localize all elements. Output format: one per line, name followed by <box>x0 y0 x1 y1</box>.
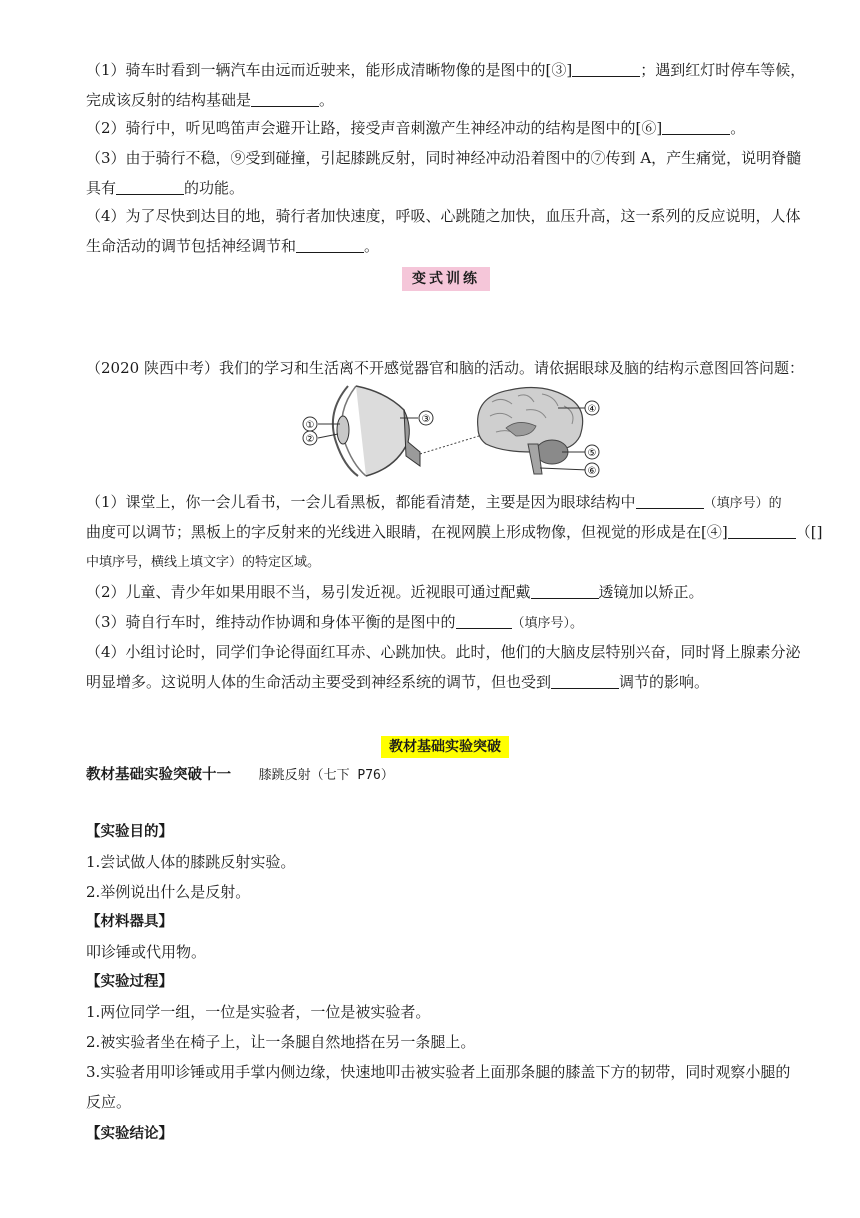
variant-question-2-line-1: （2）儿童、青少年如果用眼不当，易引发近视。近视眼可通过配戴 透镜加以矫正。 <box>86 583 704 601</box>
label-1: ① <box>305 420 315 431</box>
materials-text: 叩诊锤或代用物。 <box>86 943 207 961</box>
variant-question-3 <box>86 612 810 633</box>
answer-blank[interactable] <box>296 238 364 253</box>
eye-brain-diagram <box>296 382 606 478</box>
question-1-line-1: （1）骑车时看到一辆汽车由远而近驶来，能形成清晰物像的是图中的[③] ；遇到红灯时停车等候， <box>86 61 806 79</box>
question-2 <box>86 118 810 139</box>
label-2: ② <box>305 434 315 445</box>
purpose-item: 1.尝试做人体的膝跳反射实验。 <box>86 853 296 871</box>
question-3-line-1: （3）由于骑行不稳，⑨受到碰撞，引起膝跳反射，同时神经冲动沿着图中的⑦传到 A，产生痛觉，说明脊髓 <box>86 149 802 167</box>
question-1-line-2: 完成该反射的结构基础是 。 <box>86 91 335 109</box>
label-3: ③ <box>421 414 431 425</box>
answer-blank[interactable] <box>251 92 319 107</box>
answer-blank[interactable] <box>728 524 796 539</box>
process-item: 反应。 <box>86 1093 132 1111</box>
question-2-line-1: （2）骑行中，听见鸣笛声会避开让路，接受声音刺激产生神经冲动的结构是图中的[⑥] 。 <box>86 119 746 137</box>
answer-blank[interactable] <box>116 180 184 195</box>
question-1 <box>86 60 810 111</box>
experiment-title-row <box>86 764 810 785</box>
question-4 <box>86 206 810 257</box>
answer-blank[interactable] <box>531 584 599 599</box>
answer-blank[interactable] <box>572 62 640 77</box>
question-3-line-2: 具有 的功能。 <box>86 179 245 197</box>
variant-question-1-line-2: 曲度可以调节；黑板上的字反射来的光线进入眼睛，在视网膜上形成物像，但视觉的形成是在[④] （[] <box>86 523 823 541</box>
materials-section <box>86 912 810 963</box>
question-3 <box>86 148 810 199</box>
variant-question-2 <box>86 582 810 603</box>
experiment-title: 教材基础实验突破十一 <box>86 767 231 783</box>
brain-illustration <box>478 388 599 477</box>
label-5: ⑤ <box>587 448 597 459</box>
variant-question-4-line-1: （4）小组讨论时，同学们争论得面红耳赤、心跳加快。此时，他们的大脑皮层特别兴奋，同时肾上腺素分泌 <box>86 643 801 661</box>
label-6: ⑥ <box>587 466 597 477</box>
question-4-line-2: 生命活动的调节包括神经调节和 。 <box>86 237 380 255</box>
purpose-item: 2.举例说出什么是反射。 <box>86 883 251 901</box>
process-item: 2.被实验者坐在椅子上，让一条腿自然地搭在另一条腿上。 <box>86 1033 476 1051</box>
process-section <box>86 972 810 1113</box>
conclusion-heading: 【实验结论】 <box>86 1126 173 1142</box>
variant-question-1 <box>86 492 823 573</box>
section-badge: 教材基础实验突破 <box>381 736 509 758</box>
eyeball-illustration <box>303 386 433 476</box>
variant-question-4 <box>86 642 810 693</box>
variant-question-4-line-2: 明显增多。这说明人体的生命活动主要受到神经系统的调节，但也受到 调节的影响。 <box>86 673 710 691</box>
question-4-line-1: （4）为了尽快到达目的地，骑行者加快速度，呼吸、心跳随之加快，血压升高，这一系列的反应说明，人体 <box>86 207 801 225</box>
purpose-section <box>86 822 810 903</box>
variant-question-1-line-3: 中填序号，横线上填文字）的特定区域。 <box>86 555 321 570</box>
variant-question-3-line-1: （3）骑自行车时，维持动作协调和身体平衡的是图中的 （填序号）。 <box>86 613 584 631</box>
variant-question-1-line-1: （1）课堂上，你一会儿看书，一会儿看黑板，都能看清楚，主要是因为眼球结构中 （填序号）的 <box>86 493 782 511</box>
answer-blank[interactable] <box>636 494 704 509</box>
materials-heading: 【材料器具】 <box>86 914 173 930</box>
process-heading: 【实验过程】 <box>86 974 173 990</box>
experiment-subtitle: 膝跳反射（七下 P76） <box>258 768 394 783</box>
process-item: 1.两位同学一组，一位是实验者，一位是被实验者。 <box>86 1003 431 1021</box>
answer-blank[interactable] <box>662 120 730 135</box>
variant-intro: （2020 陕西中考）我们的学习和生活离不开感觉器官和脑的活动。请依据眼球及脑的结构示意图回答问题： <box>86 359 804 377</box>
answer-blank[interactable] <box>551 674 619 689</box>
answer-blank[interactable] <box>456 614 512 629</box>
conclusion-section <box>86 1124 810 1145</box>
label-4: ④ <box>587 404 597 415</box>
variant-training-badge: 变式训练 <box>402 267 490 291</box>
process-item: 3.实验者用叩诊锤或用手掌内侧边缘，快速地叩击被实验者上面那条腿的膝盖下方的韧带，同时观察小腿的 <box>86 1063 791 1081</box>
purpose-heading: 【实验目的】 <box>86 824 173 840</box>
